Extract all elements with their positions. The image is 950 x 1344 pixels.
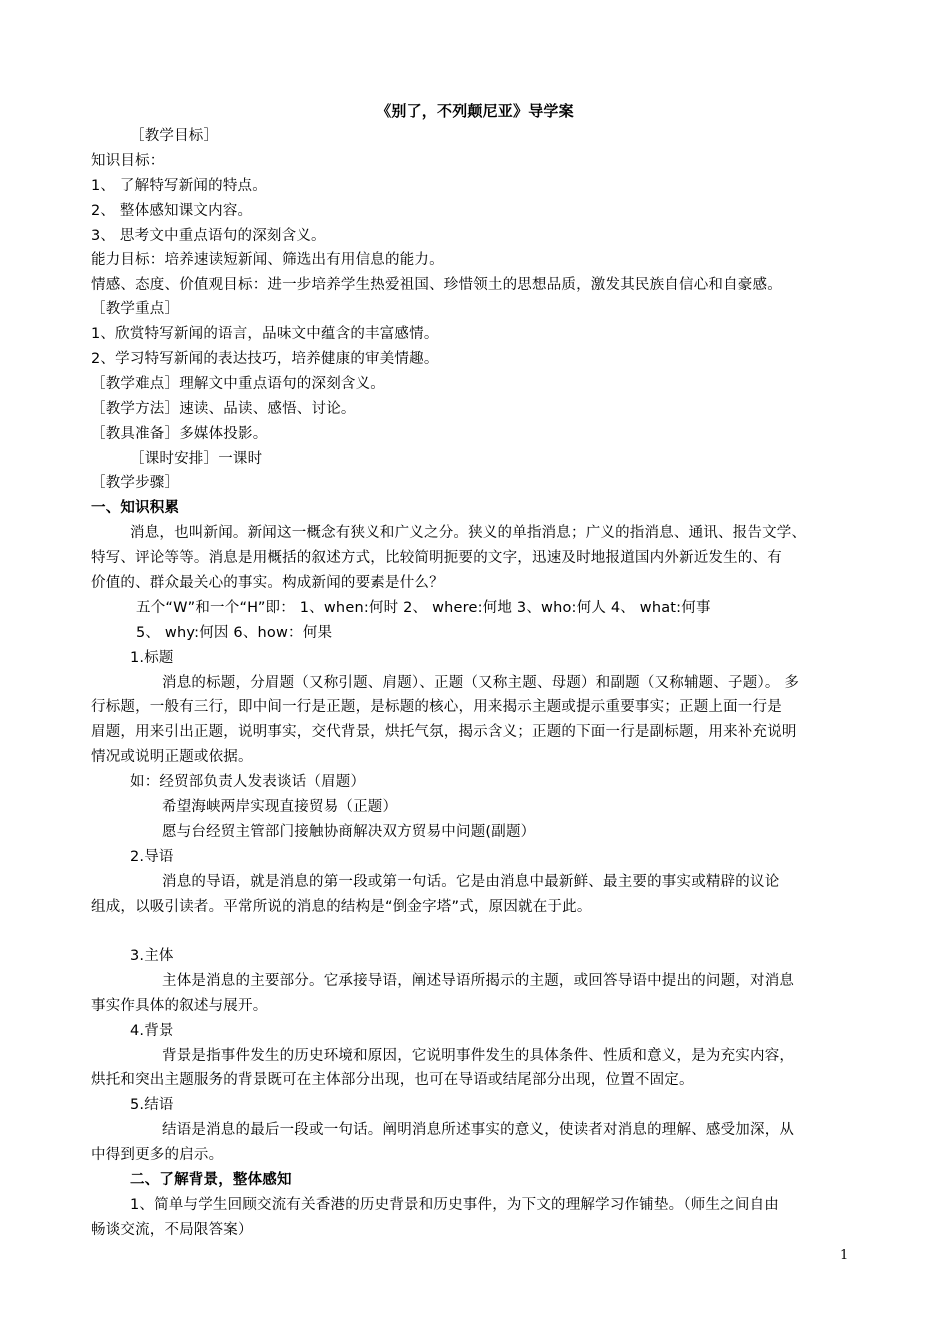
text-line: 1、 了解特写新闻的特点。 [91,178,267,194]
example-line: 希望海峡两岸实现直接贸易（正题） [162,799,398,815]
text-line: 知识目标： [91,153,165,169]
section-heading-knowledge: 一、知识积累 [91,500,180,516]
paragraph-line: 烘托和突出主题服务的背景既可在主体部分出现，也可在导语或结尾部分出现，位置不固定。 [91,1072,694,1088]
section-heading-background: 二、了解背景，整体感知 [130,1172,292,1188]
paragraph-line: 背景是指事件发生的历史环境和原因，它说明事件发生的具体条件、性质和意义，是为充实内容， [162,1048,795,1064]
subheading-conclusion: 5.结语 [130,1097,174,1113]
paragraph-line: 5、 why:何因 6、how：何果 [136,625,333,641]
paragraph-line: 行标题，一般有三行，即中间一行是正题，是标题的核心，用来揭示主题或提示重要事实；正题上面一行是 [91,699,782,715]
paragraph-line: 事实作具体的叙述与展开。 [91,998,268,1014]
paragraph-line: 组成，以吸引读者。平常所说的消息的结构是“倒金字塔”式，原因就在于此。 [91,899,592,915]
paragraph-line: 五个“W”和一个“H”即： 1、when:何时 2、 where:何地 3、who:何人 4、 what:何事 [136,600,711,616]
text-line: 2、 整体感知课文内容。 [91,203,253,219]
text-line: 能力目标：培养速读短新闻、筛选出有用信息的能力。 [91,252,444,268]
section-heading-steps: ［教学步骤］ [91,475,180,491]
paragraph-line: 消息，也叫新闻。新闻这一概念有狭义和广义之分。狭义的单指消息；广义的指消息、通讯、报告文学、 [130,525,807,541]
paragraph-line: 畅谈交流，不局限答案） [91,1222,253,1238]
example-line: 愿与台经贸主管部门接触协商解决双方贸易中问题(副题） [162,824,536,840]
text-line: ［教具准备］多媒体投影。 [91,426,268,442]
paragraph-line: 价值的、群众最关心的事实。构成新闻的要素是什么？ [91,575,444,591]
text-line: 情感、态度、价值观目标：进一步培养学生热爱祖国、珍惜领土的思想品质，激发其民族自信心和自豪感。 [91,277,782,293]
paragraph-line: 主体是消息的主要部分。它承接导语，阐述导语所揭示的主题，或回答导语中提出的问题，对消息 [162,973,795,989]
section-heading-objectives: ［教学目标］ [130,128,219,144]
paragraph-line: 1、简单与学生回顾交流有关香港的历史背景和历史事件，为下文的理解学习作铺垫。（师生之间自由 [130,1197,779,1213]
paragraph-line: 眉题，用来引出正题，说明事实，交代背景，烘托气氛，揭示含义；正题的下面一行是副标题，用来补充说明 [91,724,797,740]
page-number: 1 [840,1248,849,1263]
example-line: 如：经贸部负责人发表谈话（眉题） [130,774,366,790]
subheading-title: 1.标题 [130,650,174,666]
paragraph-line: 中得到更多的启示。 [91,1147,224,1163]
paragraph-line: 消息的导语，就是消息的第一段或第一句话。它是由消息中最新鲜、最主要的事实或精辟的议论 [162,874,780,890]
text-line: 2、学习特写新闻的表达技巧，培养健康的审美情趣。 [91,351,439,367]
paragraph-line: 消息的标题，分眉题（又称引题、肩题）、正题（又称主题、母题）和副题（又称辅题、子题）。 多 [162,675,800,691]
paragraph-line: 特写、评论等等。消息是用概括的叙述方式，比较简明扼要的文字，迅速及时地报道国内外新近发生的、有 [91,550,782,566]
section-heading-key-points: ［教学重点］ [91,301,180,317]
text-line: 1、欣赏特写新闻的语言，品味文中蕴含的丰富感情。 [91,326,439,342]
paragraph-line: 结语是消息的最后一段或一句话。阐明消息所述事实的意义，使读者对消息的理解、感受加深，从 [162,1122,795,1138]
text-line: ［教学难点］理解文中重点语句的深刻含义。 [91,376,385,392]
subheading-lead: 2.导语 [130,849,174,865]
document-title: 《别了，不列颠尼亚》导学案 [376,102,574,120]
subheading-background: 4.背景 [130,1023,174,1039]
text-line: 3、 思考文中重点语句的深刻含义。 [91,228,326,244]
text-line: ［课时安排］一课时 [130,451,263,467]
subheading-body: 3.主体 [130,948,174,964]
text-line: ［教学方法］速读、品读、感悟、讨论。 [91,401,356,417]
paragraph-line: 情况或说明正题或依据。 [91,749,253,765]
